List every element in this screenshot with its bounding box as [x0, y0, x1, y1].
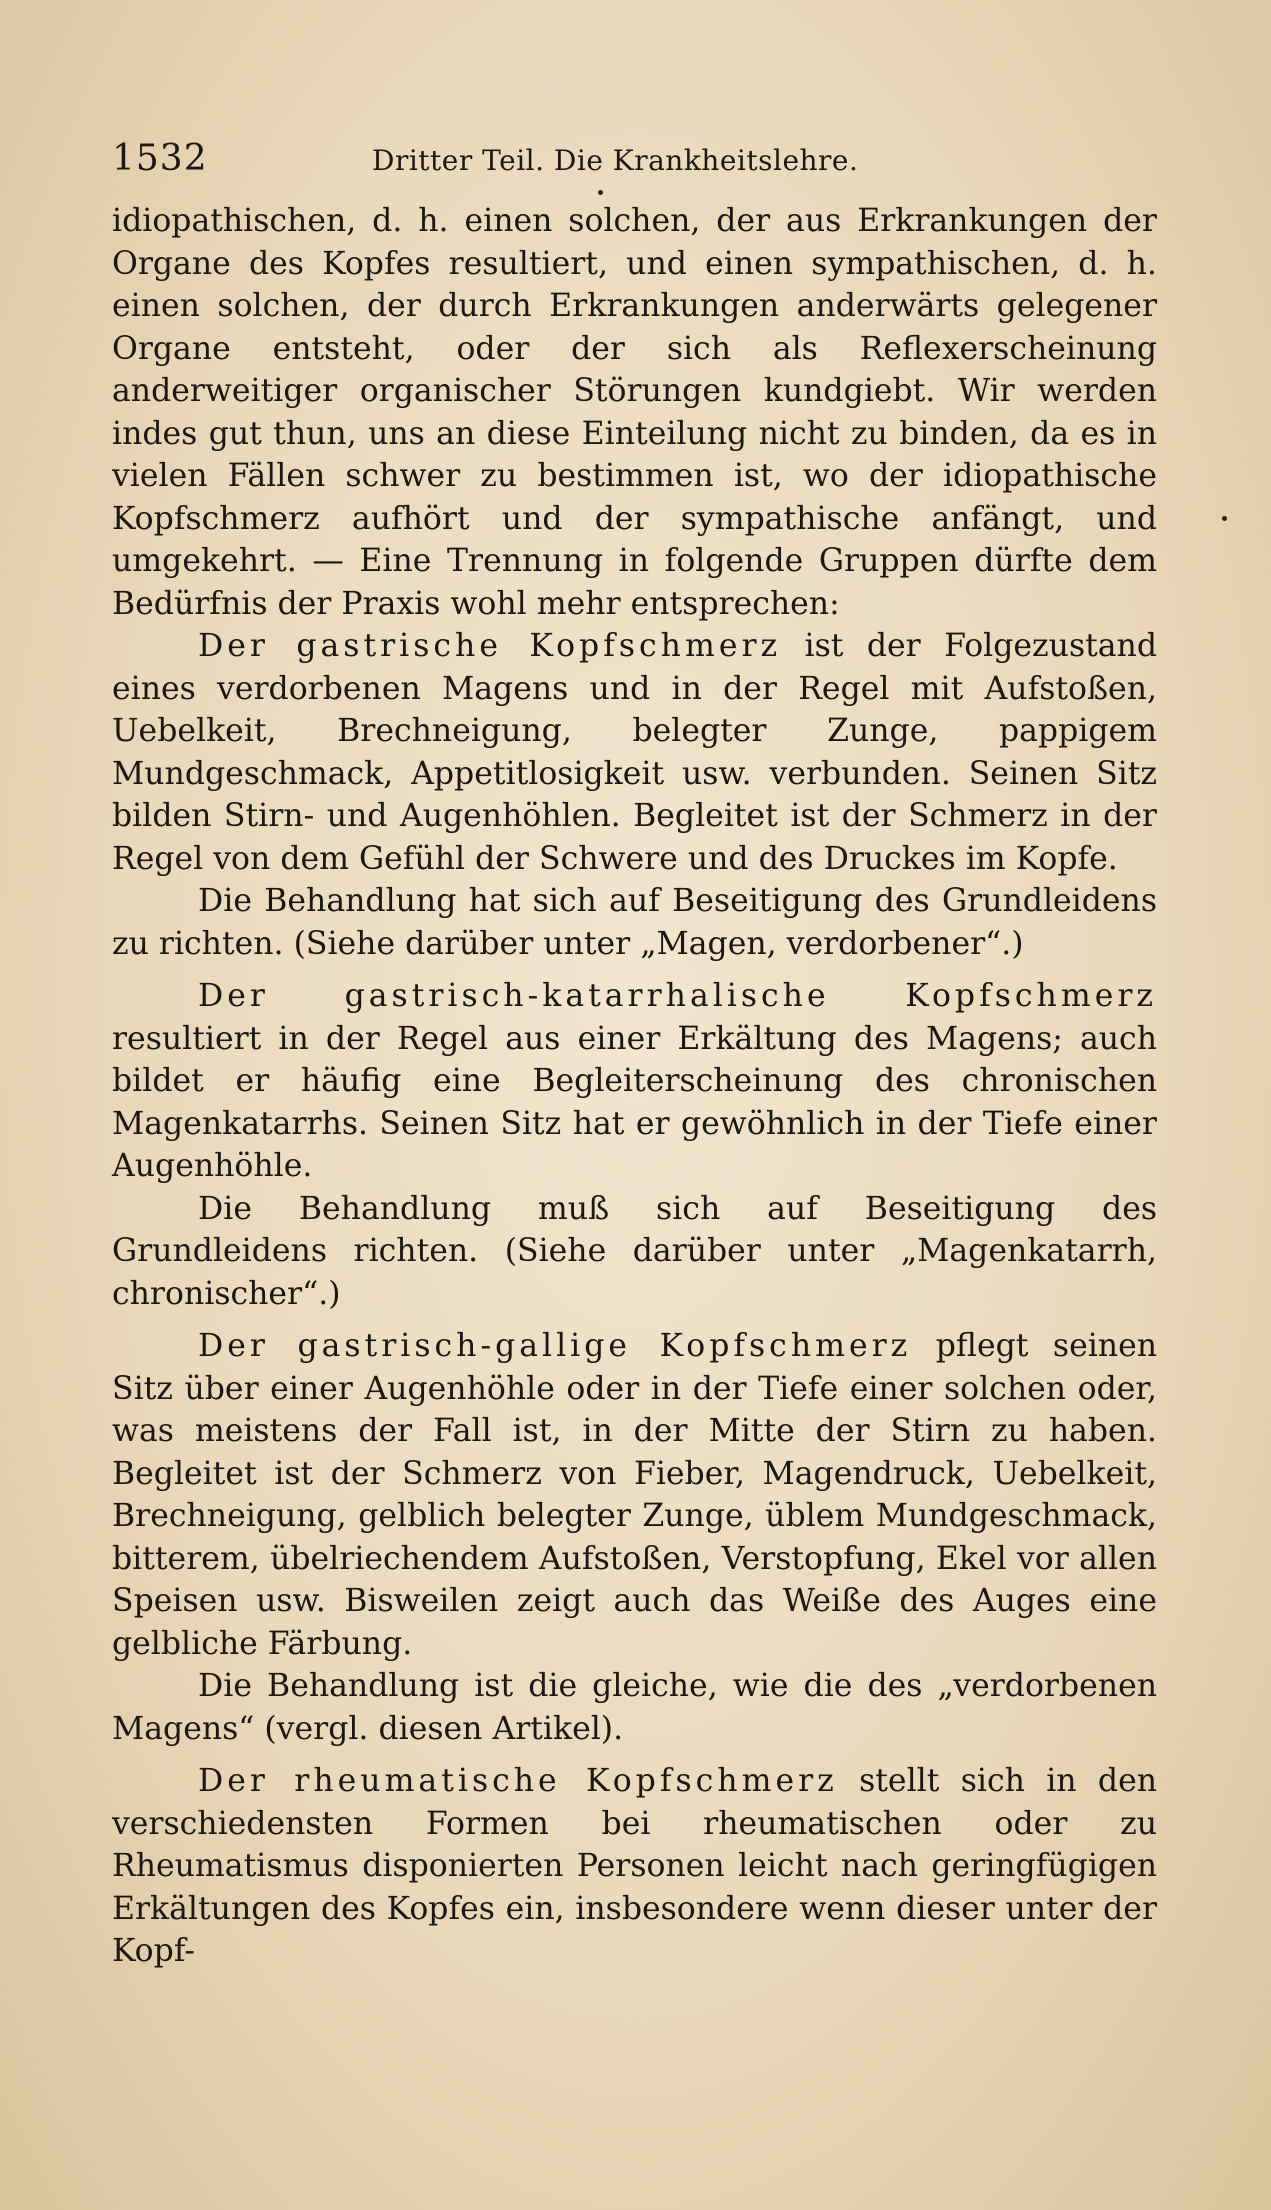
- running-head: Dritter Teil. Die Krankheitslehre.: [372, 144, 859, 177]
- paragraph-continuation: [112, 200, 1157, 625]
- paragraph-gastric-bilious-headache: [112, 1325, 1157, 1665]
- paragraph-lead-term: Der rheumatische Kopfschmerz: [198, 1763, 838, 1799]
- paragraph-text: pflegt seinen Sitz über einer Augenhöhle oder in der Tiefe einer solchen oder, was meistens der Fall ist, in der Mitte der Stirn zu haben. Begleitet ist der Schmerz von Fieber, Magendruck, Uebelkeit, Brechneigung, gelblich belegter Zunge, üblem Mundgeschmack, bitterem, übelriechendem Aufstoßen, Verstopfung, Ekel vor allen Speisen usw. Bisweilen zeigt auch das Weiße des Auges eine gelbliche Färbung.: [112, 1328, 1157, 1662]
- paragraph-lead-term: Der gastrisch-katarrhalische Kopfschmerz: [198, 978, 1157, 1014]
- paragraph-text: Die Behandlung muß sich auf Beseitigung des Grundleidens richten. (Siehe darüber unter „Magenkatarrh, chronischer“.): [112, 1190, 1157, 1312]
- paragraph-gastric-headache: [112, 625, 1157, 880]
- paragraph-treatment: [112, 1188, 1157, 1316]
- paragraph-lead-term: Der gastrisch-gallige Kopfschmerz: [198, 1328, 912, 1364]
- paragraph-text: stellt sich in den verschiedensten Formen bei rheumatischen oder zu Rheumatismus disponierten Personen leicht nach geringfügigen Erkältungen des Kopfes ein, insbesondere wenn dieser unter der Kopf-: [112, 1763, 1158, 1969]
- paragraph-text: Die Behandlung ist die gleiche, wie die des „verdorbenen Magens“ (vergl. diesen Artikel).: [112, 1668, 1157, 1747]
- page-header: [112, 138, 1172, 188]
- paragraph-lead-term: Der gastrische Kopfschmerz: [198, 628, 782, 664]
- paragraph-text: idiopathischen, d. h. einen solchen, der aus Erkrankungen der Organe des Kopfes resultiert, und einen sympathischen, d. h. einen solchen, der durch Erkrankungen anderwärts gelegener Organe entsteht, oder der sich als Reflexerscheinung anderweitiger organischer Störungen kundgiebt. Wir werden indes gut thun, uns an diese Einteilung nicht zu binden, da es in vielen Fällen schwer zu bestimmen ist, wo der idiopathische Kopfschmerz aufhört und der sympathische anfängt, und umgekehrt. — Eine Trennung in folgende Gruppen dürfte dem Bedürfnis der Praxis wohl mehr entsprechen:: [112, 203, 1157, 622]
- paragraph-text: ist der Folgezustand eines verdorbenen Magens und in der Regel mit Aufstoßen, Uebelkeit, Brechneigung, belegter Zunge, pappigem Mundgeschmack, Appetitlosigkeit usw. verbunden. Seinen Sitz bilden Stirn- und Augenhöhlen. Begleitet ist der Schmerz in der Regel von dem Gefühl der Schwere und des Druckes im Kopfe.: [112, 628, 1157, 877]
- paragraph-rheumatic-headache: [112, 1760, 1157, 1973]
- paragraph-text: Die Behandlung hat sich auf Beseitigung des Grundleidens zu richten. (Siehe darüber unter „Magen, verdorbener“.): [112, 883, 1157, 962]
- paragraph-gastric-catarrhal-headache: [112, 975, 1157, 1188]
- paragraph-text: resultiert in der Regel aus einer Erkältung des Magens; auch bildet er häufig eine Begleiterscheinung des chronischen Magenkatarrhs. Seinen Sitz hat er gewöhnlich in der Tiefe einer Augenhöhle.: [112, 1020, 1157, 1184]
- ink-speck: [598, 190, 603, 195]
- body-text: [112, 200, 1157, 1973]
- paragraph-treatment: [112, 1665, 1157, 1750]
- page-number: 1532: [112, 138, 208, 179]
- ink-speck: [1222, 516, 1227, 521]
- paragraph-treatment: [112, 880, 1157, 965]
